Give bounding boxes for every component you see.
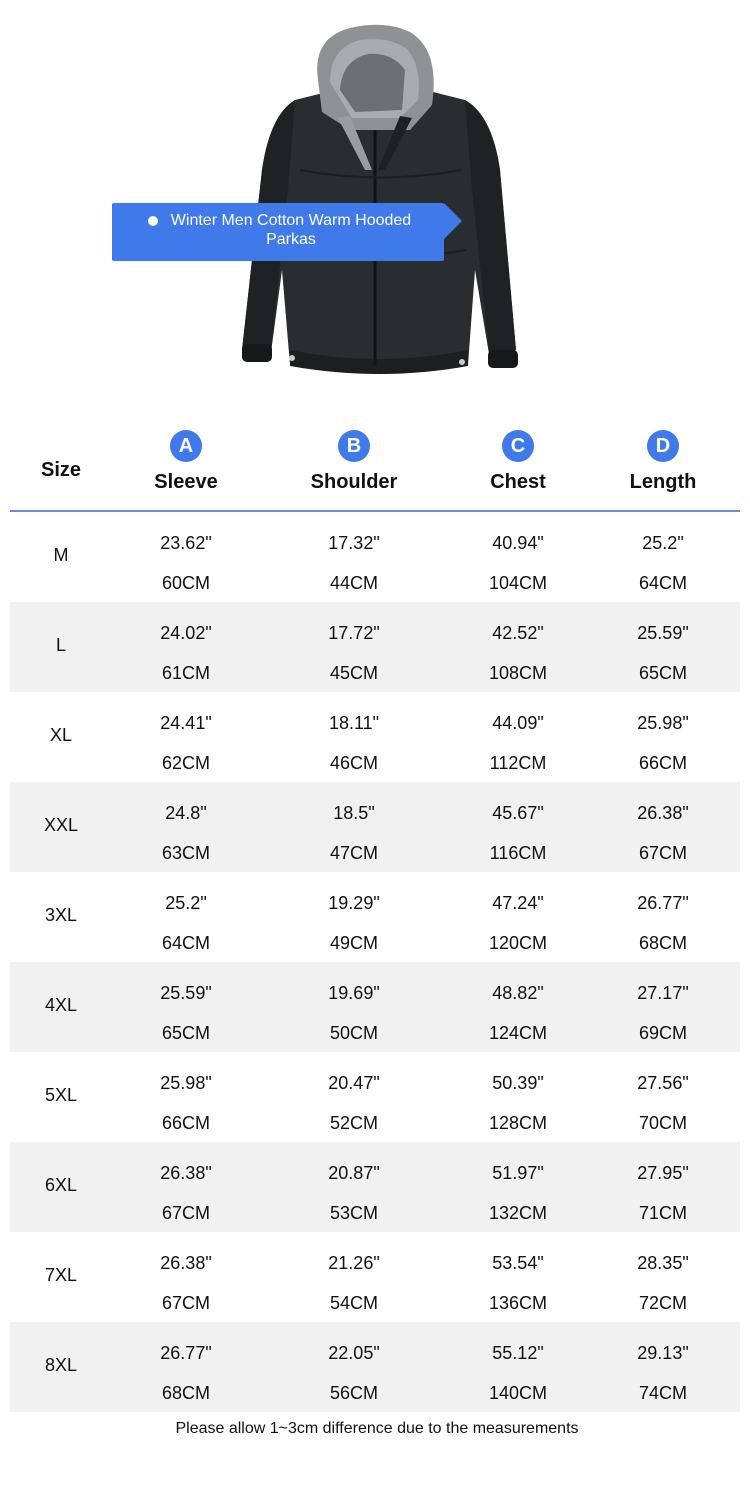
sleeve-cell [112,1052,260,1142]
chest-cell [448,512,588,602]
table-row [10,1232,740,1322]
cm-value: 49CM [329,933,378,953]
inch-value: 21.26" [328,1253,380,1273]
inch-value: 24.8" [165,803,207,823]
inch-value: 44.09" [492,713,544,733]
cm-value: 140CM [488,1383,548,1403]
size-cell: 3XL [44,905,78,925]
table-row [10,602,740,692]
cm-value: 64CM [161,933,210,953]
cm-value: 61CM [161,663,210,683]
sleeve-cell [112,962,260,1052]
length-cell [588,1052,738,1142]
inch-value: 25.59" [637,623,689,643]
inch-value: 19.29" [328,893,380,913]
inch-value: 26.77" [160,1343,212,1363]
inch-value: 26.38" [160,1253,212,1273]
inch-value: 28.35" [637,1253,689,1273]
cm-value: 53CM [329,1203,378,1223]
cm-value: 68CM [638,933,687,953]
cm-value: 52CM [329,1113,378,1133]
inch-value: 42.52" [492,623,544,643]
table-row [10,692,740,782]
column-badge-d: D [647,430,679,462]
chest-cell [448,962,588,1052]
cm-value: 136CM [488,1293,548,1313]
inch-value: 47.24" [492,893,544,913]
cm-value: 62CM [161,753,210,773]
length-cell [588,692,738,782]
size-cell: XXL [43,815,79,835]
size-cell: XL [49,725,73,745]
table-row [10,872,740,962]
cm-value: 108CM [488,663,548,683]
inch-value: 26.38" [160,1163,212,1183]
inch-value: 27.95" [637,1163,689,1183]
cm-value: 54CM [329,1293,378,1313]
inch-value: 29.13" [637,1343,689,1363]
inch-value: 40.94" [492,533,544,553]
length-column-header [588,420,738,510]
cm-value: 132CM [488,1203,548,1223]
shoulder-cell [260,512,448,602]
shoulder-cell [260,1322,448,1412]
inch-value: 55.12" [492,1343,544,1363]
table-row [10,1322,740,1412]
size-column-header: Size [40,459,82,481]
column-badge-c: C [502,430,534,462]
table-row [10,1142,740,1232]
cm-value: 120CM [488,933,548,953]
sleeve-cell [112,872,260,962]
size-cell: 6XL [44,1175,78,1195]
cm-value: 64CM [638,573,687,593]
chest-cell [448,692,588,782]
inch-value: 19.69" [328,983,380,1003]
product-hero [0,0,750,400]
cm-value: 104CM [488,573,548,593]
inch-value: 25.2" [165,893,207,913]
inch-value: 45.67" [492,803,544,823]
inch-value: 23.62" [160,533,212,553]
cm-value: 44CM [329,573,378,593]
length-cell [588,1142,738,1232]
shoulder-cell [260,1052,448,1142]
size-table-header [10,420,740,512]
inch-value: 51.97" [492,1163,544,1183]
inch-value: 24.02" [160,623,212,643]
length-cell [588,512,738,602]
shoulder-cell [260,782,448,872]
sleeve-cell [112,782,260,872]
cm-value: 68CM [161,1383,210,1403]
inch-value: 20.47" [328,1073,380,1093]
cm-value: 65CM [638,663,687,683]
column-label: Sleeve [154,471,218,493]
cm-value: 45CM [329,663,378,683]
column-label: Chest [490,471,546,493]
cm-value: 71CM [638,1203,687,1223]
table-row [10,1052,740,1142]
size-cell: 4XL [44,995,78,1015]
sleeve-cell [112,1142,260,1232]
cm-value: 72CM [638,1293,687,1313]
inch-value: 25.98" [160,1073,212,1093]
sleeve-cell [112,692,260,782]
length-cell [588,602,738,692]
table-row [10,782,740,872]
length-cell [588,1232,738,1322]
cm-value: 69CM [638,1023,687,1043]
shoulder-cell [260,602,448,692]
length-cell [588,872,738,962]
measurement-footnote: Please allow 1~3cm difference due to the measurements [175,1420,579,1437]
inch-value: 17.72" [328,623,380,643]
inch-value: 18.11" [328,713,380,733]
size-cell: 7XL [44,1265,78,1285]
cm-value: 47CM [329,843,378,863]
cm-value: 56CM [329,1383,378,1403]
chest-cell [448,1142,588,1232]
cm-value: 124CM [488,1023,548,1043]
sleeve-cell [112,1232,260,1322]
inch-value: 48.82" [492,983,544,1003]
column-label: Length [629,471,697,493]
inch-value: 17.32" [328,533,380,553]
chest-cell [448,782,588,872]
shoulder-cell [260,872,448,962]
inch-value: 22.05" [328,1343,380,1363]
chest-cell [448,872,588,962]
chest-column-header [448,420,588,510]
inch-value: 24.41" [160,713,212,733]
cm-value: 67CM [161,1293,210,1313]
sleeve-cell [112,512,260,602]
length-cell [588,1322,738,1412]
length-cell [588,782,738,872]
inch-value: 18.5" [333,803,375,823]
size-cell: M [53,545,69,565]
shoulder-cell [260,692,448,782]
cm-value: 74CM [638,1383,687,1403]
inch-value: 25.2" [642,533,684,553]
shoulder-cell [260,1232,448,1322]
cm-value: 128CM [488,1113,548,1133]
inch-value: 20.87" [328,1163,380,1183]
product-title: Winter Men Cotton Warm Hooded Parkas [170,212,412,248]
inch-value: 25.59" [160,983,212,1003]
shoulder-cell [260,1142,448,1232]
cm-value: 66CM [161,1113,210,1133]
cm-value: 70CM [638,1113,687,1133]
cm-value: 116CM [489,843,547,863]
shoulder-cell [260,962,448,1052]
column-label: Shoulder [310,471,398,493]
inch-value: 53.54" [492,1253,544,1273]
bullet-dot-icon [148,216,158,226]
inch-value: 27.17" [637,983,689,1003]
table-row [10,962,740,1052]
inch-value: 25.98" [637,713,689,733]
inch-value: 50.39" [492,1073,544,1093]
cm-value: 50CM [329,1023,378,1043]
cm-value: 60CM [161,573,210,593]
cm-value: 67CM [638,843,687,863]
cm-value: 63CM [161,843,210,863]
size-table-body [10,512,740,1412]
sleeve-cell [112,602,260,692]
sleeve-cell [112,1322,260,1412]
shoulder-column-header [260,420,448,510]
cm-value: 46CM [329,753,378,773]
product-title-callout [112,203,444,261]
cm-value: 112CM [489,753,547,773]
cm-value: 65CM [161,1023,210,1043]
size-cell: 8XL [44,1355,78,1375]
size-cell: 5XL [44,1085,78,1105]
sleeve-column-header [112,420,260,510]
inch-value: 27.56" [637,1073,689,1093]
inch-value: 26.38" [637,803,689,823]
cm-value: 66CM [638,753,687,773]
inch-value: 26.77" [637,893,689,913]
chest-cell [448,1232,588,1322]
cm-value: 67CM [161,1203,210,1223]
callout-arrow [444,203,462,239]
size-cell: L [55,635,66,655]
chest-cell [448,1052,588,1142]
chest-cell [448,1322,588,1412]
column-badge-a: A [170,430,202,462]
table-row [10,512,740,602]
chest-cell [448,602,588,692]
length-cell [588,962,738,1052]
column-badge-b: B [338,430,370,462]
